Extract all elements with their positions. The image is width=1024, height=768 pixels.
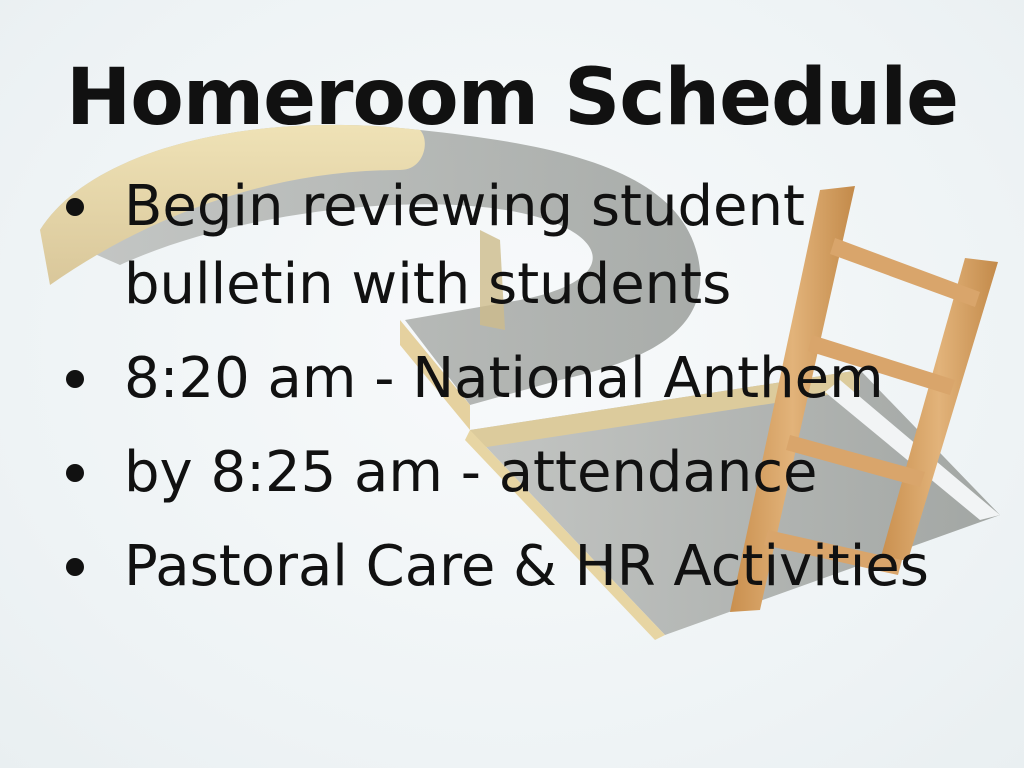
bullet-text: Pastoral Care & HR Activities — [124, 534, 929, 599]
bullet-item — [58, 528, 958, 606]
bullet-dot-icon — [66, 558, 84, 576]
bullet-item — [58, 168, 958, 324]
bullet-dot-icon — [66, 370, 84, 388]
bullet-item — [58, 434, 958, 512]
slide-title: Homeroom Schedule — [66, 53, 958, 143]
bullet-dot-icon — [66, 198, 84, 216]
bullet-item — [58, 340, 958, 418]
bullet-list — [58, 168, 958, 622]
bullet-dot-icon — [66, 464, 84, 482]
bullet-text: by 8:25 am - attendance — [124, 440, 818, 505]
bullet-text: Begin reviewing student bulletin with students — [124, 174, 805, 317]
bullet-text: 8:20 am - National Anthem — [124, 346, 884, 411]
